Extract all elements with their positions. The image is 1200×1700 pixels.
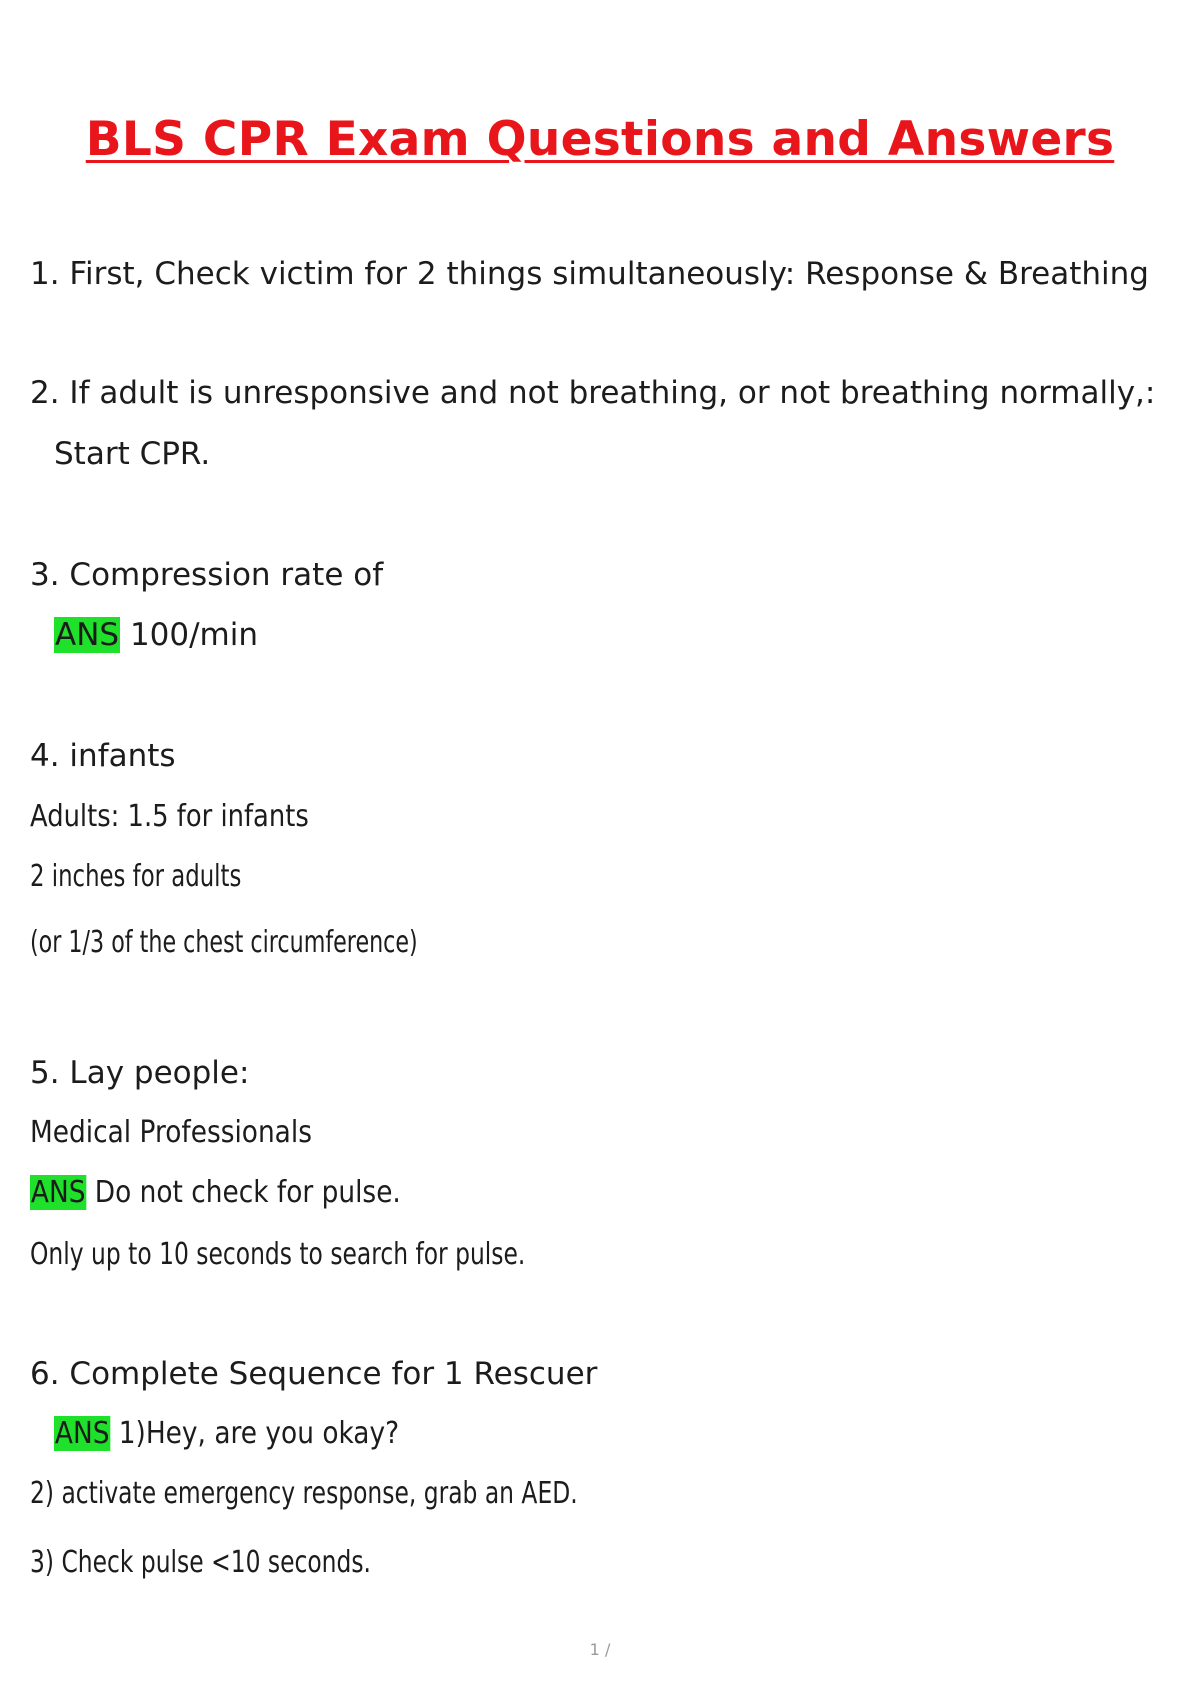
ans-badge: ANS	[30, 1175, 86, 1210]
answer-5: Do not check for pulse.	[94, 1175, 401, 1210]
answer-3: 100/min	[129, 617, 259, 653]
answer-6-ans-line	[54, 1416, 399, 1451]
question-1: 1. First, Check victim for 2 things simultaneously: Response & Breathing	[30, 256, 1149, 292]
question-2: 2. If adult is unresponsive and not breathing, or not breathing normally,:	[30, 375, 1156, 411]
answer-2: Start CPR.	[54, 436, 211, 472]
answer-3-line	[54, 617, 258, 653]
answer-4-line-3: (or 1/3 of the chest circumference)	[30, 925, 418, 960]
ans-badge: ANS	[55, 617, 120, 653]
question-4: 4. infants	[30, 738, 176, 774]
answer-4-line-2: 2 inches for adults	[30, 859, 242, 894]
answer-6: 1)Hey, are you okay?	[118, 1416, 400, 1451]
question-3: 3. Compression rate of	[30, 557, 384, 593]
page-title: BLS CPR Exam Questions and Answers	[85, 112, 1115, 167]
answer-6-line-3: 3) Check pulse <10 seconds.	[30, 1545, 371, 1580]
answer-4-line-1: Adults: 1.5 for infants	[30, 799, 309, 834]
question-6: 6. Complete Sequence for 1 Rescuer	[30, 1356, 598, 1392]
answer-5-ans-line	[30, 1175, 401, 1210]
answer-6-line-2: 2) activate emergency response, grab an AED.	[30, 1476, 578, 1511]
answer-5-line-2: Only up to 10 seconds to search for pulse.	[30, 1237, 526, 1272]
page-number: 1 /	[589, 1640, 611, 1659]
question-5: 5. Lay people:	[30, 1055, 250, 1091]
answer-5-line-1: Medical Professionals	[30, 1115, 312, 1150]
ans-badge: ANS	[54, 1416, 110, 1451]
